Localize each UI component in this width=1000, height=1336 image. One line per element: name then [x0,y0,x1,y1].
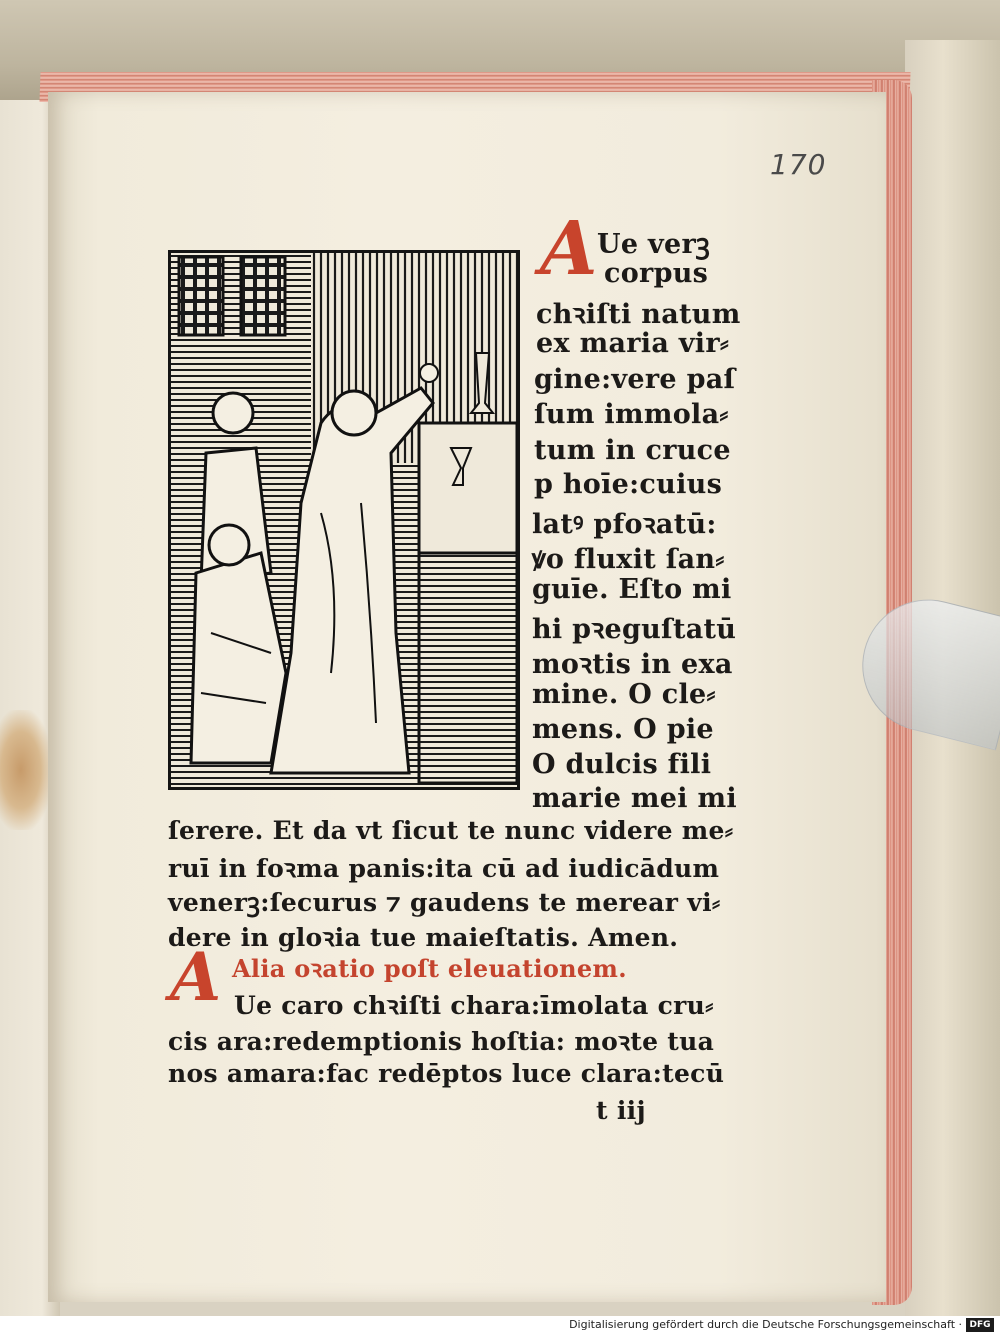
text-line: nos amara:fac redēptos luce clara:tecū [168,1059,725,1088]
text-line: hi pꝛeguſtatū [532,614,737,645]
text-line: marie mei mi [532,783,737,814]
signature-mark: t iij [596,1096,646,1125]
text-line: ex maria vir⸗ [536,328,730,359]
decorated-initial: A [540,206,598,292]
text-line: Ue caro chꝛiſti chara:īmolata cru⸗ [234,991,714,1020]
footer-bar [0,1316,1000,1336]
funding-credit: Digitalisierung gefördert durch die Deutsche Forschungsgemeinschaft · [569,1318,962,1331]
text-line: latꝰ pfoꝛatū: [532,509,717,540]
text-line: p hoīe:cuius [534,469,723,500]
text-line: ſerere. Et da vt ſicut te nunc videre me⸗ [168,816,734,845]
rubric-heading: Alia oꝛatio poſt eleuationem. [232,954,627,983]
text-line: ſum immola⸗ [534,399,729,430]
text-line: tum in cruce [534,435,731,466]
text-line: corpus [604,258,709,289]
text-line: venerꝫ:ſecurus ⁊ gaudens te merear vi⸗ [168,888,721,917]
woodcut-illustration [168,250,520,790]
water-stain [0,710,52,830]
decorated-initial: A [170,938,222,1016]
text-line: Ue verꝫ [597,229,711,260]
text-line: moꝛtis in exa [532,649,733,680]
text-line: ruī in foꝛma panis:ita cū ad iudicādum [168,854,720,883]
text-line: guīe. Eſto mi [532,574,732,605]
text-line: mens. O pie [532,714,714,745]
text-line: O dulcis fili [532,749,712,780]
folio-number: 170 [770,148,827,181]
text-line: mine. O cle⸗ [532,679,716,710]
dfg-logo: DFG [966,1318,994,1332]
text-line: chꝛiſti natum [536,299,741,330]
text-line: cis ara:redemptionis hoſtia: moꝛte tua [168,1027,715,1056]
text-line: gine:vere paſ [534,364,736,395]
text-line: ꝟo fluxit ſan⸗ [532,544,725,575]
text-line: dere in gloꝛia tue maieſtatis. Amen. [168,923,679,952]
